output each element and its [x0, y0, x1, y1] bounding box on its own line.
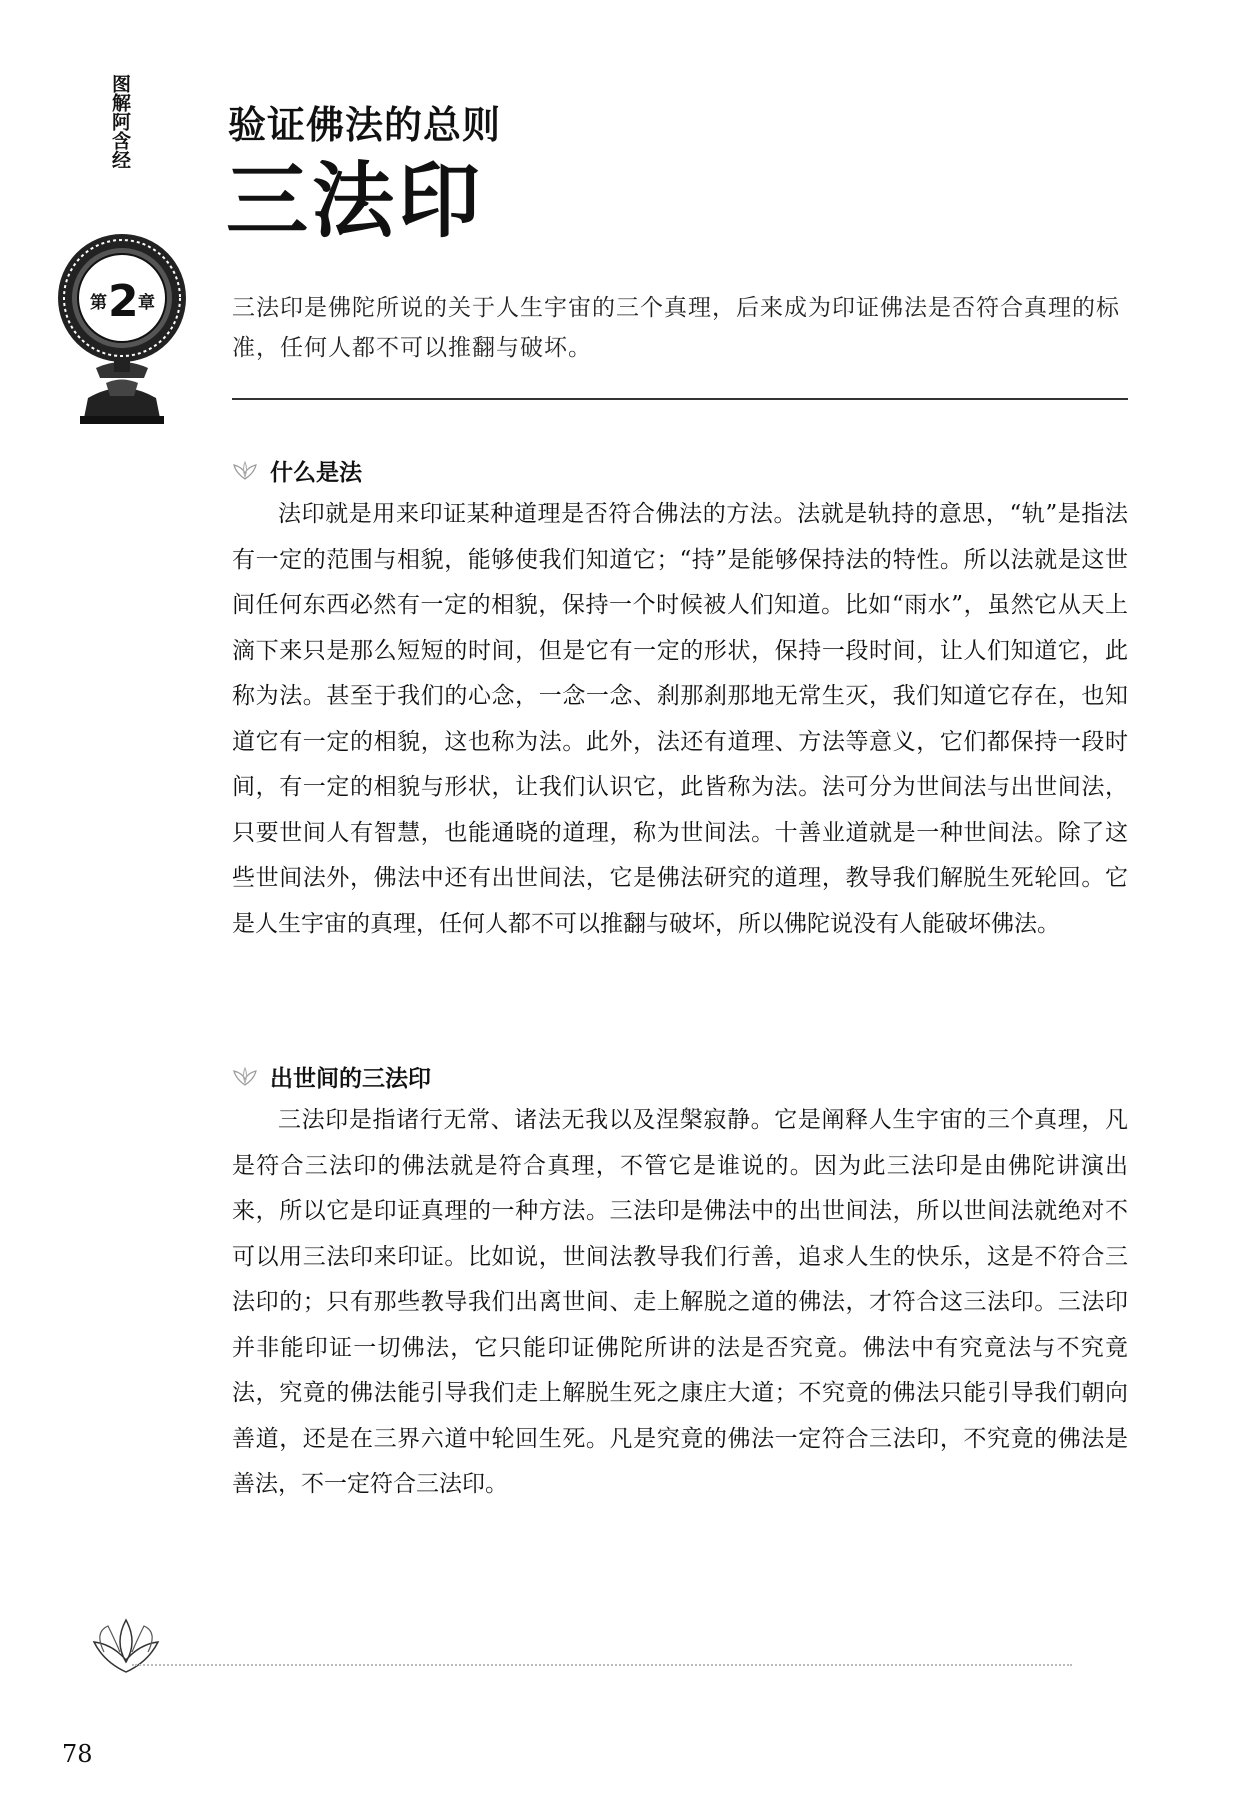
- book-title-vertical: 图解阿含经: [109, 74, 131, 169]
- lotus-bullet-icon: [230, 1065, 260, 1089]
- page-number: 78: [62, 1740, 93, 1768]
- intro-paragraph: 三法印是佛陀所说的关于人生宇宙的三个真理，后来成为印证佛法是否符合真理的标准，任何人都不可以推翻与破坏。: [232, 295, 1120, 361]
- section-heading-text: 出世间的三法印: [270, 1066, 431, 1092]
- chapter-number: 2: [108, 276, 139, 327]
- page-title: 三法印: [226, 153, 485, 249]
- section-body-three-seals: 三法印是指诸行无常、诸法无我以及涅槃寂静。它是阐释人生宇宙的三个真理，凡是符合三法印的佛法就是符合真理，不管它是谁说的。因为此三法印是由佛陀讲演出来，所以它是印证真理的一种方法。三法印是佛法中的出世间法，所以世间法就绝对不可以用三法印来印证。比如说，世间法教导我们行善，追求人生的快乐，这是不符合三法印的；只有那些教导我们出离世间、走上解脱之道的佛法，才符合这三法印。三法印并非能印证一切佛法，它只能印证佛陀所讲的法是否究竟。佛法中有究竟法与不究竟法，究竟的佛法能引导我们走上解脱生死之康庄大道；不究竟的佛法只能引导我们朝向善道，还是在三界六道中轮回生死。凡是究竟的佛法一定符合三法印，不究竟的佛法是善法，不一定符合三法印。: [232, 1107, 1128, 1497]
- lotus-bullet-icon: [230, 459, 260, 483]
- emblem-ornament-icon: [58, 234, 186, 424]
- section-body-what-is-dharma: 法印就是用来印证某种道理是否符合佛法的方法。法就是轨持的意思，“轨”是指法有一定的范围与相貌，能够使我们知道它；“持”是能够保持法的特性。所以法就是这世间任何东西必然有一定的相貌，保持一个时候被人们知道。比如“雨水”，虽然它从天上滴下来只是那么短短的时间，但是它有一定的形状，保持一段时间，让人们知道它，此称为法。甚至于我们的心念，一念一念、刹那刹那地无常生灭，我们知道它存在，也知道它有一定的相貌，这也称为法。此外，法还有道理、方法等意义，它们都保持一段时间，有一定的相貌与形状，让我们认识它，此皆称为法。法可分为世间法与出世间法，只要世间人有智慧，也能通晓的道理，称为世间法。十善业道就是一种世间法。除了这些世间法外，佛法中还有出世间法，它是佛法研究的道理，教导我们解脱生死轮回。它是人生宇宙的真理，任何人都不可以推翻与破坏，所以佛陀说没有人能破坏佛法。: [232, 501, 1128, 937]
- section-heading-what-is-dharma: [230, 454, 362, 487]
- footer-dotted-line: [132, 1664, 1072, 1666]
- chapter-emblem: [52, 228, 192, 428]
- page-subtitle: 验证佛法的总则: [228, 102, 502, 147]
- section-heading-three-seals: [230, 1060, 431, 1093]
- lotus-footer-icon: [84, 1612, 168, 1680]
- divider-line: [232, 398, 1128, 400]
- chapter-prefix: 第: [90, 293, 107, 313]
- chapter-suffix: 章: [138, 293, 155, 313]
- section-heading-text: 什么是法: [270, 460, 362, 486]
